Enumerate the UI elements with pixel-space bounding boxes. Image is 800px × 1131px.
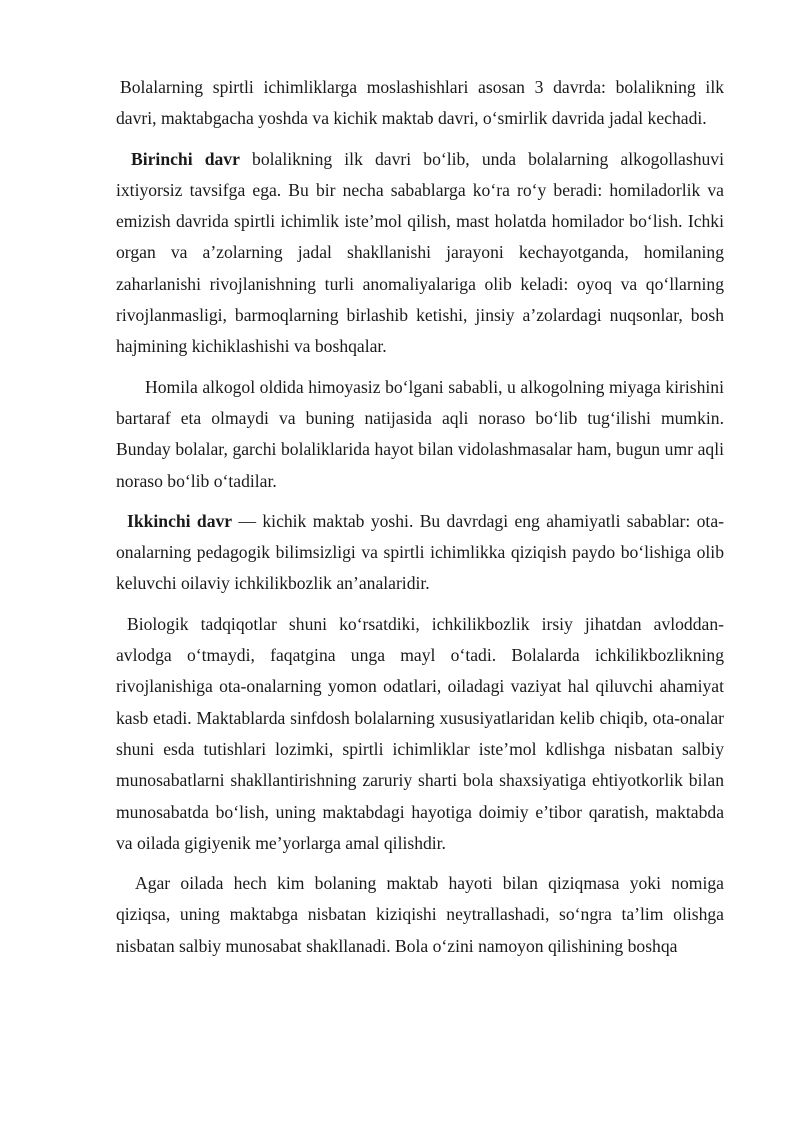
paragraph-5 [116,609,724,859]
paragraph-3 [116,372,724,497]
paragraph-6-text: Agar oilada hech kim bolaning maktab hayoti bilan qiziqmasa yoki nomiga qiziqsa, uning maktabga nisbatan kiziqishi neytrallashadi, so‘ngra ta’lim olishga nisbatan salbiy munosabat shakllanadi. Bola o‘zini namoyon qilishining boshqa [116,873,724,956]
paragraph-4 [116,506,724,600]
paragraph-1 [116,72,724,135]
paragraph-6 [116,868,724,962]
paragraph-2-heading: Birinchi davr [131,148,240,169]
paragraph-1-text: Bolalarning spirtli ichimliklarga moslashishlari asosan 3 davrda: bolalikning ilk davri, maktabgacha yoshda va kichik maktab davri, o‘smirlik davrida jadal kechadi. [116,77,724,129]
paragraph-2 [116,144,724,363]
paragraph-4-heading: Ikkinchi davr [127,510,233,531]
paragraph-5-text: Biologik tadqiqotlar shuni ko‘rsatdiki, ichkilikbozlik irsiy jihatdan avloddan-avlodga o‘tmaydi, faqatgina unga mayl o‘tadi. Bolalarda ichkilikbozlikning rivojlanishiga ota-onalarning yomon odatlari, oiladagi vaziyat hal qiluvchi ahamiyat kasb etadi. Maktablarda sinfdosh bolalarning xususiyatlaridan kelib chiqib, ota-onalar shuni esda tutishlari lozimki, spirtli ichimliklar iste’mol kdlishga nisbatan salbiy munosabatlarni shakllantirishning zaruriy sharti bola shaxsiyatiga ehtiyotkorlik bilan munosabatda bo‘lish, uning maktabdagi hayotiga doimiy e’tibor qaratish, maktabda va oilada gigiyenik me’yorlarga amal qilishdir. [116,613,724,853]
paragraph-4-text: — kichik maktab yoshi. Bu davrdagi eng ahamiyatli sabablar: ota-onalarning pedagogik bilimsizligi va spirtli ichimlikka qiziqish paydo bo‘lishiga olib keluvchi oilaviy ichkilikbozlik an’analaridir. [116,510,724,594]
paragraph-2-text: bolalikning ilk davri bo‘lib, unda bolalarning alkogollashuvi ixtiyorsiz tavsifga ega. Bu bir necha sabablarga ko‘ra ro‘y beradi: homiladorlik va emizish davrida spirtli ichimlik iste’mol qilish, mast holatda homilador bo‘lish. Ichki organ va a’zolarning jadal shakllanishi jarayoni kechayotganda, homilaning zaharlanishi rivojlanishning turli anomaliyalariga olib keladi: oyoq va qo‘llarning rivojlanmasligi, barmoqlarning birlashib ketishi, jinsiy a’zolardagi nuqsonlar, bosh hajmining kichiklashishi va boshqalar. [116,148,724,357]
paragraph-3-text: Homila alkogol oldida himoyasiz bo‘lgani sababli, u alkogolning miyaga kirishini bartaraf eta olmaydi va buning natijasida aqli noraso bo‘lib tug‘ilishi mumkin. Bunday bolalar, garchi bolaliklarida hayot bilan vidolashmasalar ham, bugun umr aqli noraso bo‘lib o‘tadilar. [116,376,724,491]
document-body [116,72,724,962]
